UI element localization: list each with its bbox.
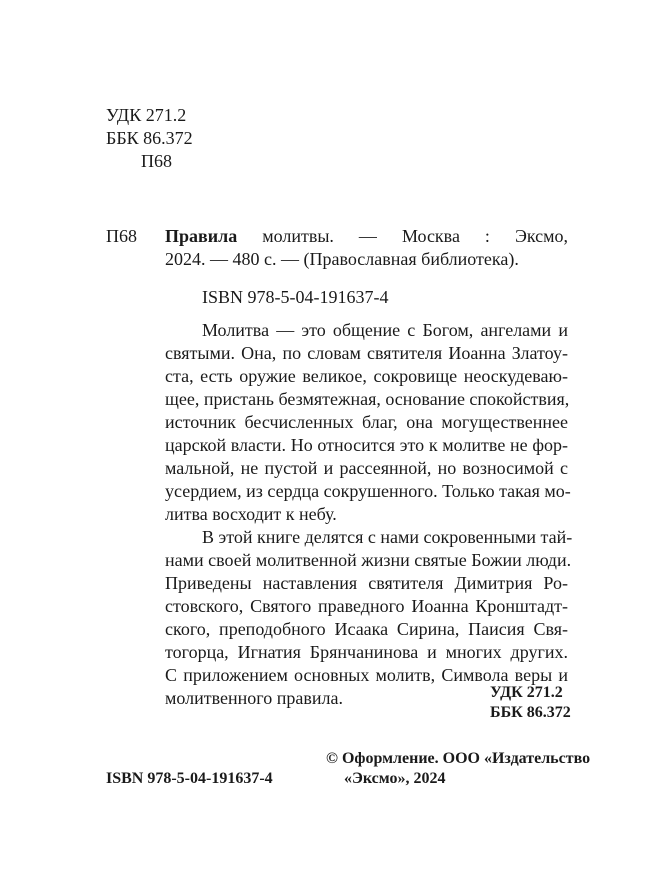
entry-imprint-line: 2024. — 480 с. — (Православная библиотека). bbox=[165, 249, 519, 269]
annotation-line: нами своей молитвенной жизни святые Божии люди. bbox=[165, 550, 572, 570]
annotation-line: источник бесчисленных благ, она могущественнее bbox=[165, 412, 568, 432]
annotation-line: ста, есть оружие великое, сокровище неоскудеваю- bbox=[165, 366, 568, 386]
annotation-line: С приложением основных молитв, Символа веры и bbox=[165, 665, 568, 685]
annotation-line: Молитва — это общение с Богом, ангелами и bbox=[202, 320, 568, 340]
annotation-line: молитвенного правила. bbox=[165, 688, 343, 708]
udk-code-bottom: УДК 271.2 bbox=[490, 684, 563, 701]
annotation-line: щее, пристань безмятежная, основание спокойствия, bbox=[165, 389, 570, 409]
bbk-code-top: ББК 86.372 bbox=[106, 128, 193, 148]
annotation-line: Приведены наставления святителя Димитрия Ро- bbox=[165, 573, 568, 593]
annotation-line: литва восходит к небу. bbox=[165, 504, 337, 524]
footer-isbn: ISBN 978-5-04-191637-4 bbox=[106, 770, 273, 787]
entry-title-line bbox=[165, 224, 568, 248]
annotation-line: усердием, из сердца сокрушенного. Только такая мо- bbox=[165, 481, 571, 501]
annotation-line: царской власти. Но относится это к молитве не фор- bbox=[165, 435, 568, 455]
entry-isbn: ISBN 978-5-04-191637-4 bbox=[202, 287, 389, 307]
annotation-line: ского, преподобного Исаака Сирина, Паисия Свя- bbox=[165, 619, 568, 639]
entry-title-rest: молитвы. — Москва : Эксмо, bbox=[237, 226, 568, 246]
annotation-line: В этой книге делятся с нами сокровенными тай- bbox=[202, 527, 573, 547]
entry-title-bold: Правила bbox=[165, 226, 238, 246]
copyright-line-1: © Оформление. ООО «Издательство bbox=[326, 750, 591, 767]
udk-code-top: УДК 271.2 bbox=[106, 105, 187, 125]
bbk-code-bottom: ББК 86.372 bbox=[490, 704, 571, 721]
copyright-line-2: «Эксмо», 2024 bbox=[344, 770, 446, 787]
author-mark-entry: П68 bbox=[106, 226, 137, 246]
annotation-line: святыми. Она, по словам святителя Иоанна Златоу- bbox=[165, 343, 568, 363]
annotation-line: тогорца, Игнатия Брянчанинова и многих других. bbox=[165, 642, 568, 662]
annotation-line: мальной, не пустой и рассеянной, но возносимой с bbox=[165, 458, 568, 478]
annotation-line: стовского, Святого праведного Иоанна Кронштадт- bbox=[165, 596, 568, 616]
author-mark-top: П68 bbox=[141, 151, 172, 171]
